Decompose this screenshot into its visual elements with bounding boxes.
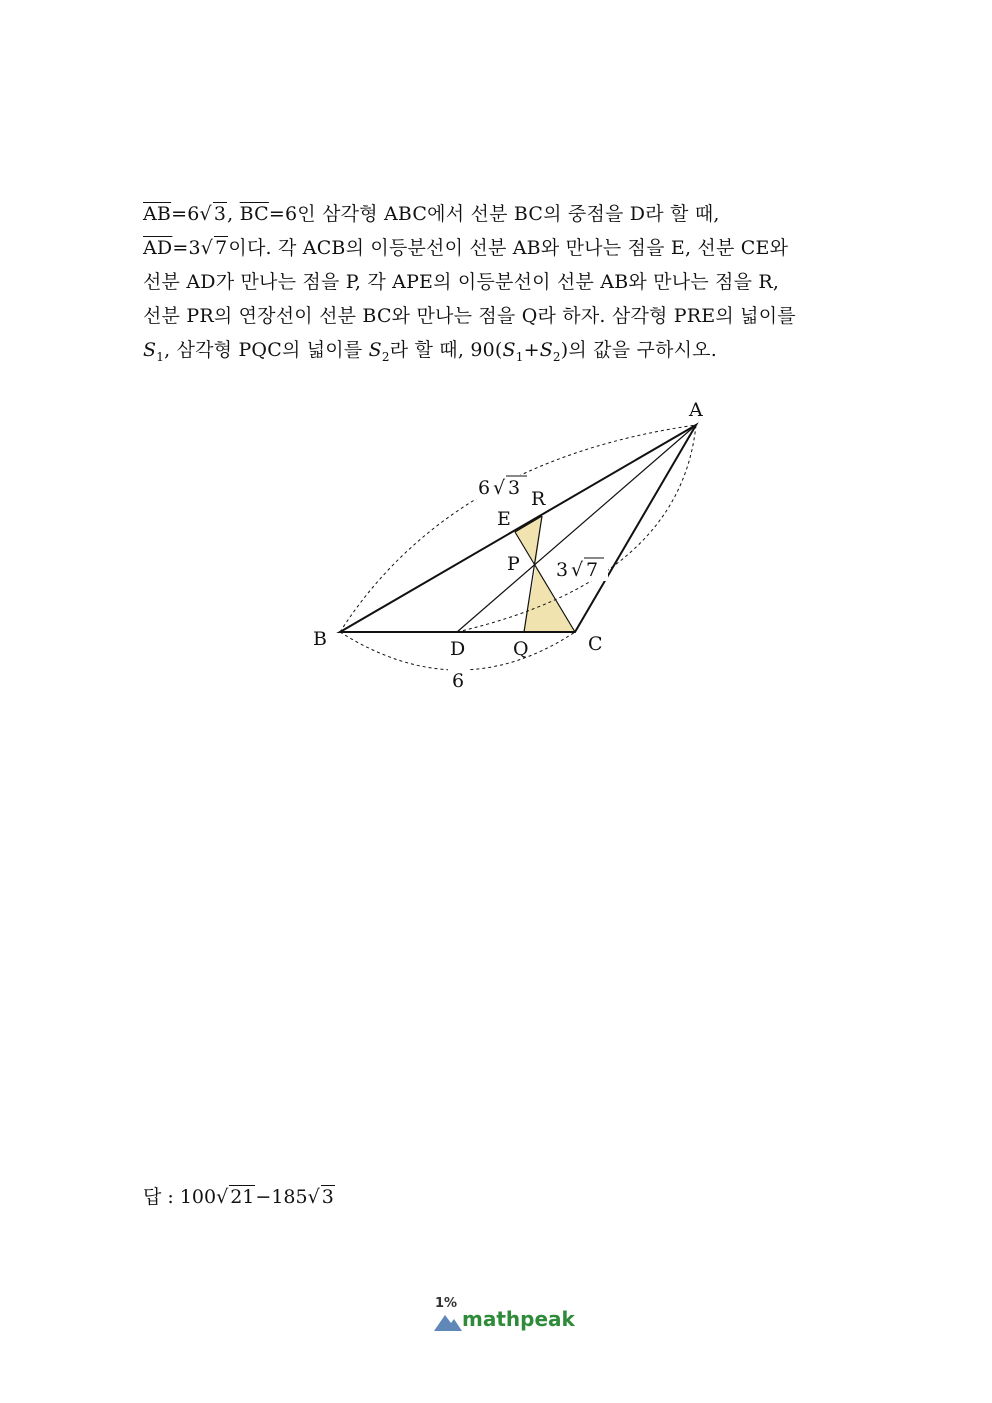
line2-rest: 이다. 각 ACB의 이등분선이 선분 AB와 만나는 점을 E, 선분 CE와 [228, 237, 789, 259]
sub-2b: 2 [552, 349, 561, 364]
label-p: P [507, 553, 520, 575]
label-c: C [588, 633, 603, 655]
len-ab-rad: 3 [508, 477, 521, 499]
problem-text [143, 197, 855, 367]
problem-line-4: 선분 PR의 연장선이 선분 BC와 만나는 점을 Q라 하자. 삼각형 PRE의 넓이를 [143, 305, 796, 327]
answer-label: 답 : [143, 1186, 174, 1208]
segment-bc: $\overline{BC}$ [239, 203, 269, 225]
radicand-3: 3 [213, 203, 227, 225]
label-a: A [689, 399, 703, 421]
len-ad-coef: 3 [556, 559, 569, 581]
triangle-abc [340, 425, 696, 632]
triangle-figure [300, 390, 720, 700]
label-b: B [313, 628, 327, 650]
segment-ad: $\overline{AD}$ [143, 237, 173, 259]
len-ab-coef: 6 [478, 477, 491, 499]
s-symbol-4: S [539, 339, 553, 361]
answer-radicand-2: 3 [321, 1186, 334, 1208]
eq-ad: =3 [172, 237, 201, 259]
label-q: Q [513, 638, 529, 660]
label-d: D [450, 638, 466, 660]
mountain-icon [434, 1312, 464, 1332]
segment-ad-line [457, 425, 696, 632]
problem-line-1: $\overline{AB}=6√$ 3, $\overline{BC}=6$인 삼각형 ABC에서 선분 BC의 중점을 D라 할 때, [143, 203, 720, 225]
sub-2: 2 [381, 349, 390, 364]
len-bc: 6 [452, 670, 465, 692]
answer-minus: − [255, 1186, 272, 1208]
problem-line-2: $\overline{AD}=3√$ 7이다. 각 ACB의 이등분선이 선분 AB와 만나는 점을 E, 선분 CE와 [143, 237, 789, 259]
radicand-7: 7 [215, 237, 228, 259]
problem-line-3: 선분 AD가 만나는 점을 P, 각 APE의 이등분선이 선분 AB와 만나는 점을 R, [143, 271, 780, 293]
sub-1b: 1 [515, 349, 524, 364]
logo-percent: 1% [435, 1296, 458, 1311]
sub-1: 1 [156, 349, 165, 364]
len-ad-rad: 7 [586, 559, 599, 581]
segment-ab: $\overline{AB}$ [143, 203, 172, 225]
logo-word: mathpeak [462, 1307, 575, 1331]
plus-sign: + [523, 339, 540, 361]
line1-rest: =6인 삼각형 ABC에서 선분 BC의 중점을 D라 할 때, [268, 203, 720, 225]
line5-tail: 라 할 때, 90( [389, 339, 503, 361]
s-symbol-2: S [368, 339, 382, 361]
len-ab-sqrt: √ [493, 477, 506, 499]
line5-mid: , 삼각형 PQC의 넓이를 [164, 339, 369, 361]
answer-radicand-1: 21 [230, 1186, 255, 1208]
len-ad-sqrt: √ [571, 559, 584, 581]
answer-coef-1: 100 [179, 1186, 217, 1208]
answer-line: 답 : 100√ 21−185√ 3 [143, 1186, 334, 1208]
s-symbol: S [143, 339, 157, 361]
comma: , [227, 203, 234, 225]
mathpeak-logo [432, 1296, 575, 1336]
s-symbol-3: S [502, 339, 516, 361]
line5-end: )의 값을 구하시오. [560, 339, 717, 361]
eq-ab: =6 [171, 203, 200, 225]
problem-line-5 [143, 333, 855, 367]
label-e: E [497, 508, 511, 530]
label-r: R [531, 488, 546, 510]
answer-coef-2: 185 [271, 1186, 308, 1208]
